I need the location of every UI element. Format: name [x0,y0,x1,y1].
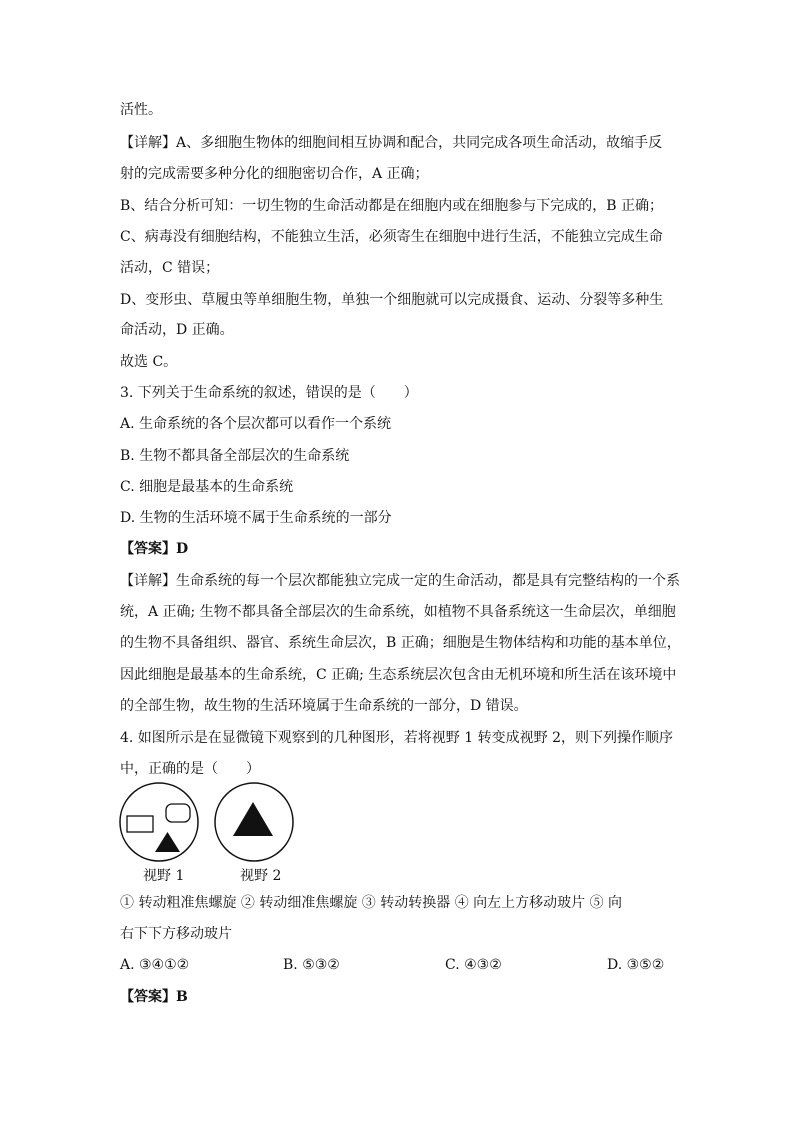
question-4-stem: 4. 如图所示是在显微镜下观察到的几种图形，若将视野 1 转变成视野 2，则下列操作顺序 [120,730,673,746]
line-3: B、结合分析可知：一切生物的生命活动都是在细胞内或在细胞参与下完成的，B 正确； [120,198,664,214]
question-4-option-d: D. ③⑤② [607,957,665,973]
line-4: C、病毒没有细胞结构，不能独立生活，必须寄生在细胞中进行生活，不能独立完成生命 [120,229,663,245]
question-4-stem-cont: 中，正确的是（ ） [120,761,260,777]
field-1-rectangle [127,816,153,832]
field-1-small-triangle [155,832,180,852]
microscope-fields-svg [118,782,298,862]
steps-line-2: 右下下方移动玻片 [120,926,232,942]
line-6: D、变形虫、草履虫等单细胞生物，单独一个细胞就可以完成摄食、运动、分裂等多种生 [120,292,664,308]
field-2-large-triangle [233,802,273,836]
field-1-label: 视野 1 [143,868,185,884]
question-3-option-d: D. 生物的生活环境不属于生命系统的一部分 [120,510,392,526]
line-18: 因此细胞是最基本的生命系统，C 正确; 生态系统层次包含由无机环境和所生活在该环境中 [120,667,677,683]
line-15: 【详解】生命系统的每一个层次都能独立完成一定的生命活动，都是具有完整结构的一个系 [120,573,680,589]
line-17: 的生物不具备组织、器官、系统生命层次，B 正确；细胞是生物体结构和功能的基本单位， [120,635,681,651]
question-4-answer: 【答案】B [120,989,188,1005]
field-1-rounded-rectangle [166,804,190,822]
line-5: 活动，C 错误； [120,260,220,276]
question-3-stem: 3. 下列关于生命系统的叙述，错误的是（ ） [120,385,418,401]
line-7: 命活动，D 正确。 [120,322,234,338]
steps-line-1: ① 转动粗准焦螺旋 ② 转动细准焦螺旋 ③ 转动转换器 ④ 向左上方移动玻片 ⑤ 向 [120,895,623,911]
line-0: 活性。 [120,102,162,118]
line-8: 故选 C。 [120,354,178,370]
microscope-figure [118,782,298,892]
field-2-label: 视野 2 [240,868,282,884]
question-4-option-c: C. ④③② [445,957,502,973]
line-2: 射的完成需要多种分化的细胞密切合作，A 正确； [120,166,429,182]
question-3-option-a: A. 生命系统的各个层次都可以看作一个系统 [120,416,392,432]
line-19: 的全部生物，故生物的生活环境属于生命系统的一部分，D 错误。 [120,698,528,714]
question-3-option-b: B. 生物不都具备全部层次的生命系统 [120,448,350,464]
question-4-option-a: A. ③④①② [120,957,190,973]
question-4-option-b: B. ⑤③② [283,957,340,973]
line-16: 统，A 正确; 生物不都具备全部层次的生命系统，如植物不具备系统这一生命层次，单细胞 [120,604,676,620]
line-1: 【详解】A、多细胞生物体的细胞间相互协调和配合，共同完成各项生命活动，故缩手反 [120,135,663,151]
question-3-answer: 【答案】D [120,541,189,557]
question-3-option-c: C. 细胞是最基本的生命系统 [120,479,294,495]
